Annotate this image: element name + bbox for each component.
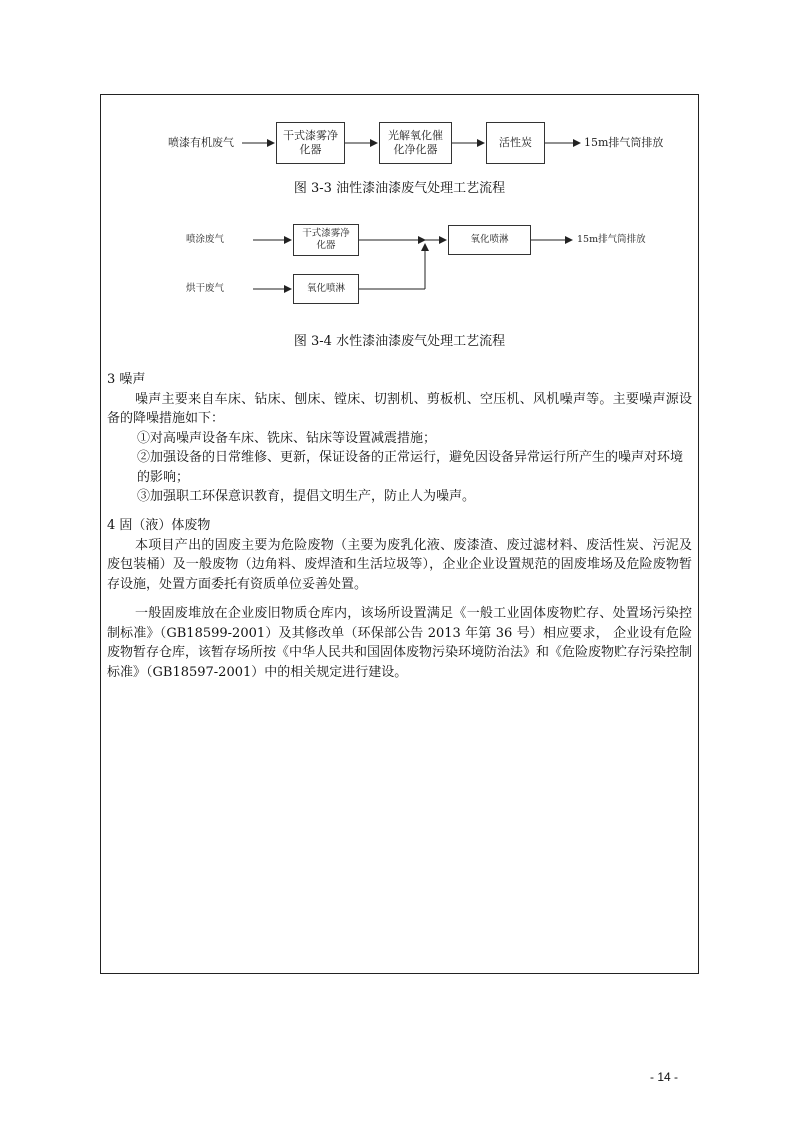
- solid-waste-para-1: 本项目产出的固废主要为危险废物（主要为废乳化液、废漆渣、废过滤材料、废活性炭、污泥及废包装桶）及一般废物（边角料、废焊渣和生活垃圾等），企业企业设置规范的固废堆场及危险废物暂存设施，处置方面委托有资质单位妥善处置。: [107, 537, 692, 592]
- fig33-source: 喷漆有机废气: [168, 136, 234, 149]
- noise-item-2: ②加强设备的日常维修、更新，保证设备的正常运行，避免因设备异常运行所产生的噪声对环境的影响；: [137, 450, 684, 485]
- fig34-source-spraying: 喷涂废气: [185, 234, 224, 245]
- noise-heading: 3 噪声: [107, 372, 146, 387]
- solid-waste-para-2: 一般固废堆放在企业废旧物质仓库内，该场所设置满足《一般工业固体废物贮存、处置场污染控制标准》（GB18599-2001）及其修改单（环保部公告 2013 年第 36 号）相应要求， 企业设有危险废物暂存仓库，该暂存场所按《中华人民共和国固体废物污染环境防治法》和《危险废物贮存污染控制标准》（GB18597-2001）中的相关规定进行建设。: [107, 606, 693, 680]
- solid-waste-section: [107, 516, 692, 682]
- fig34-output: 15m排气筒排放: [577, 234, 646, 245]
- noise-item-3: ③加强职工环保意识教育，提倡文明生产，防止人为噪声。: [137, 489, 476, 504]
- noise-section: [107, 370, 692, 507]
- fig33-caption: 图 3-3 油性漆油漆废气处理工艺流程: [293, 181, 506, 196]
- fig34-dry-mist-purifier-box: 干式漆雾净化器: [293, 224, 359, 256]
- fig34-oxidation-spray-box: 氧化喷淋: [448, 225, 531, 255]
- fig33-output: 15m排气筒排放: [584, 136, 664, 149]
- fig33-dry-mist-purifier-box: 干式漆雾净化器: [276, 122, 345, 164]
- solid-waste-heading: 4 固（液）体废物: [107, 518, 211, 533]
- fig34-oxidation-spray-box-lower: 氧化喷淋: [293, 274, 359, 304]
- fig33-photolysis-catalyst-box: 光解氧化催化净化器: [379, 122, 452, 164]
- noise-item-1: ①对高噪声设备车床、铣床、钻床等设置减震措施；: [137, 430, 437, 446]
- fig34-source-drying: 烘干废气: [185, 283, 224, 294]
- noise-intro: 噪声主要来自车床、钻床、刨床、镗床、切割机、剪板机、空压机、风机噪声等。主要噪声源设备的降噪措施如下：: [107, 391, 692, 426]
- fig34-caption: 图 3-4 水性漆油漆废气处理工艺流程: [293, 334, 506, 349]
- page-number: - 14 -: [649, 1070, 678, 1084]
- fig33-activated-carbon-box: 活性炭: [486, 122, 545, 164]
